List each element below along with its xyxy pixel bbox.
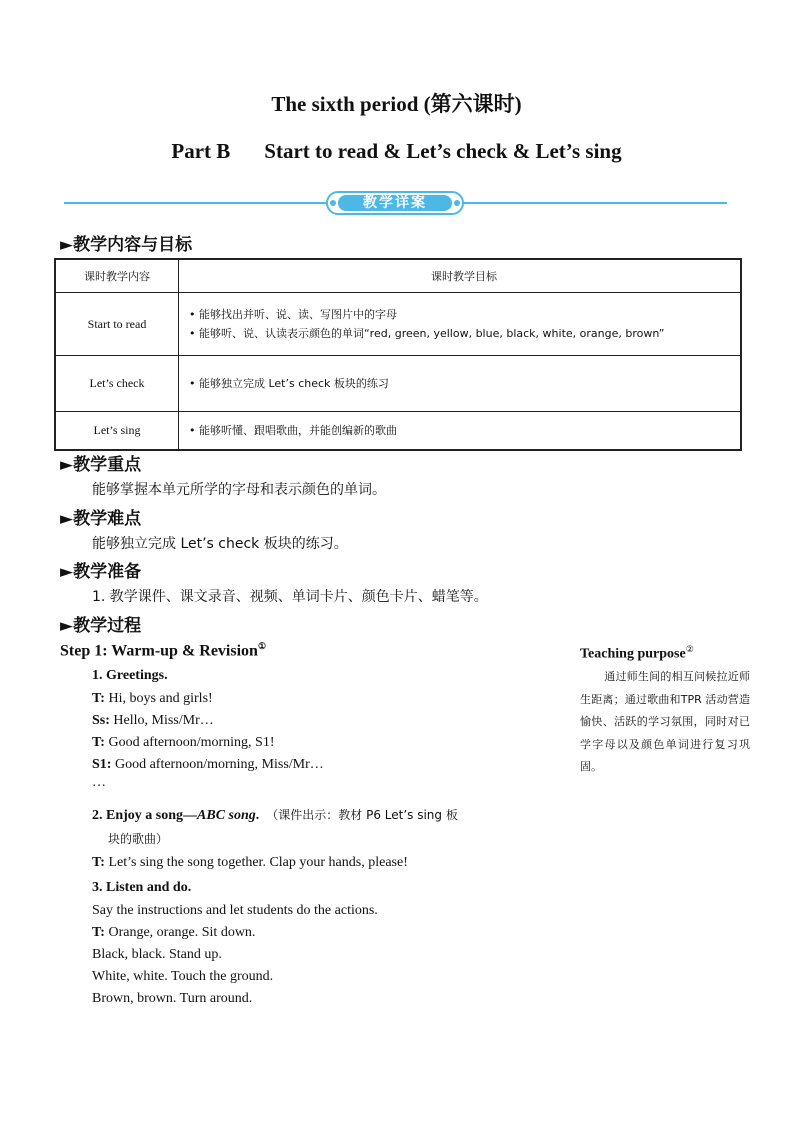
goal-line: • 能够听懂、跟唱歌曲，并能创编新的歌曲 [189,423,397,437]
dialogue-line: T: Orange, orange. Sit down. [92,925,256,940]
table-row [55,356,741,412]
banner-line-left [64,202,328,204]
goal-line: • 能够找出并听、说、读、写图片中的字母 [189,308,397,321]
teaching-purpose-body: 通过师生间的相互问候拉近师生距离；通过歌曲和TPR 活动营造愉快、活跃的学习氛围，同时对已学字母以及颜色单词进行复习巩固。 [580,670,750,773]
section-difficulties: ►教学难点 [60,509,142,529]
dialogue-line: T: Good afternoon/morning, S1! [92,735,275,750]
step1-title [60,641,266,660]
ellipsis: … [92,775,106,790]
instruction-line: Black, black. Stand up. [92,947,222,962]
table-header-row [55,259,741,293]
table-cell-goals [179,293,742,356]
teaching-purpose-text [580,666,750,779]
greetings-heading: 1. Greetings. [92,668,168,683]
teaching-purpose-label: Teaching purpose [580,646,686,662]
dialogue-line: T: Let’s sing the song together. Clap your hands, please! [92,855,408,870]
song-heading: 2. Enjoy a song—ABC song. （课件出示：教材 P6 Let’s sing 板 [92,808,458,823]
section-key-points: ►教学重点 [60,455,142,475]
song-note: 块的歌曲） [108,832,169,846]
section-content-goals: ►教学内容与目标 [60,235,193,255]
dialogue-line: S1: Good afternoon/morning, Miss/Mr… [92,757,324,772]
footnote-mark: ① [257,641,267,651]
goal-line: • 能够独立完成 Let’s check 板块的练习 [189,377,389,390]
instruction-line: White, white. Touch the ground. [92,969,274,984]
instruction-line: Say the instructions and let students do the actions. [92,903,378,918]
banner-label: 教学详案 [338,195,452,211]
banner [326,191,464,215]
step1-title-text: Step 1: Warm-up & Revision [60,642,258,660]
page-title: The sixth period (第六课时) [271,92,522,116]
part-label: Part B [171,139,231,163]
table-row [55,293,741,356]
section-preparation: ►教学准备 [60,562,142,582]
table-cell-content: Let’s check [55,356,179,412]
table-row [55,412,741,450]
table-cell-content: Let’s sing [55,412,179,450]
teaching-purpose-title [580,644,694,663]
key-points-text: 能够掌握本单元所学的字母和表示颜色的单词。 [92,482,386,498]
table-header-goals: 课时教学目标 [179,259,742,293]
subtitle-text: Start to read & Let’s check & Let’s sing [264,139,622,163]
banner-dot-left [330,200,336,206]
table-cell-goals [179,356,742,412]
objectives-table [54,258,742,451]
footnote-mark: ② [685,644,694,654]
banner-dot-right [454,200,460,206]
table-cell-goals [179,412,742,450]
banner-line-right [462,202,727,204]
table-header-content: 课时教学内容 [55,259,179,293]
dialogue-line: Ss: Hello, Miss/Mr… [92,713,214,728]
table-cell-content: Start to read [55,293,179,356]
dialogue-line: T: Hi, boys and girls! [92,691,213,706]
difficulties-text: 能够独立完成 Let’s check 板块的练习。 [92,536,348,552]
section-process: ►教学过程 [60,616,142,636]
instruction-line: Brown, brown. Turn around. [92,991,253,1006]
goal-line: • 能够听、说、认读表示颜色的单词“red, green, yellow, blue, black, white, orange, brown” [189,327,665,340]
preparation-text: 1. 教学课件、课文录音、视频、单词卡片、颜色卡片、蜡笔等。 [92,589,488,605]
listen-heading: 3. Listen and do. [92,880,192,895]
page-subtitle [0,139,793,164]
